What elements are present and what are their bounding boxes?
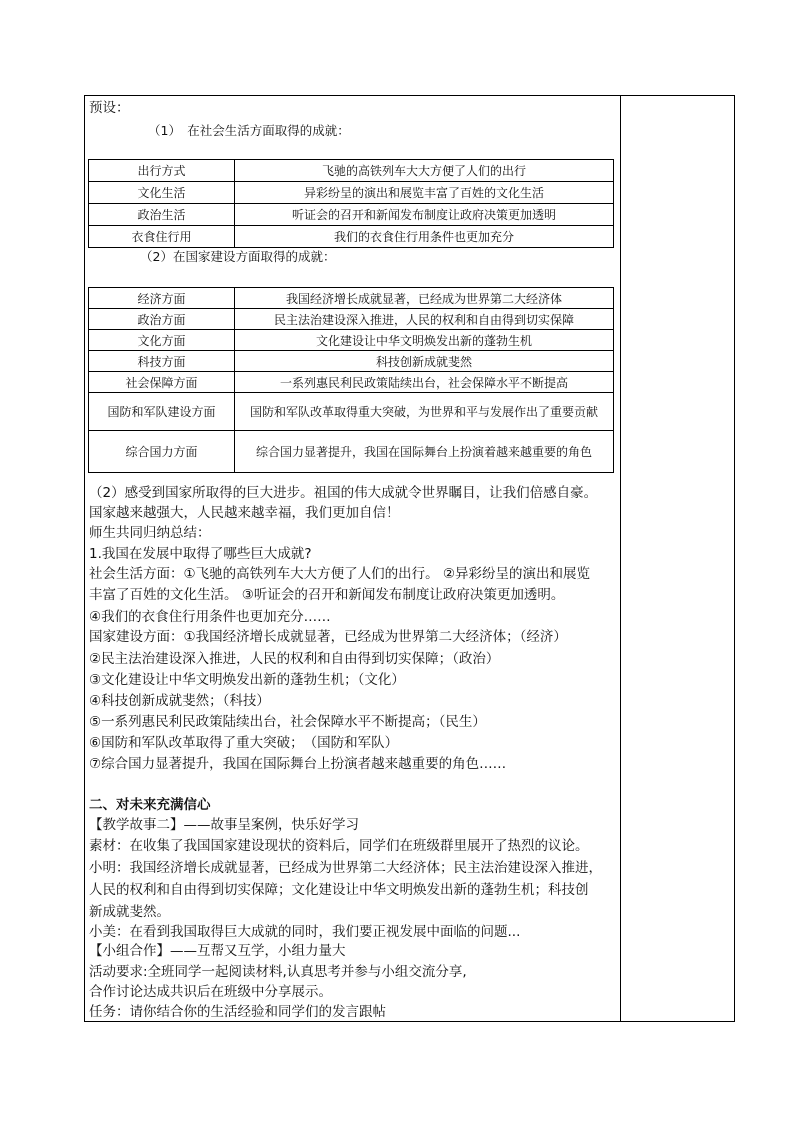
text-line: ③文化建设让中华文明焕发出新的蓬勃生机；（文化） [89, 672, 405, 688]
table-value-cell: 国防和军队改革取得重大突破，为世界和平与发展作出了重要贡献 [235, 393, 614, 431]
table-value-cell: 文化建设让中华文明焕发出新的蓬勃生机 [235, 330, 614, 351]
text-line: 小美：在看到我国取得巨大成就的同时，我们要正视发展中面临的问题... [89, 924, 521, 940]
table-row [89, 372, 614, 393]
table-row [89, 182, 614, 204]
table-value-cell: 我们的衣食住行用条件也更加充分 [235, 226, 614, 248]
text-line: ⑥国防和军队改革取得了重大突破； （国防和军队） [89, 735, 399, 751]
task-line: 任务：请你结合你的生活经验和同学们的发言跟帖 [89, 1004, 386, 1020]
table-label-cell: 综合国力方面 [89, 431, 235, 473]
text-line: （2）感受到国家所取得的巨大进步。祖国的伟大成就令世界瞩目，让我们倍感自豪。 [89, 485, 598, 501]
table-value-cell: 科技创新成就斐然 [235, 351, 614, 372]
table-label-cell: 文化方面 [89, 330, 235, 351]
text-line: ④我们的衣食住行用条件也更加充分…… [89, 609, 331, 625]
text-line: 国家越来越强大，人民越来越幸福，我们更加自信！ [89, 505, 400, 521]
table-label-cell: 衣食住行用 [89, 226, 235, 248]
text-line: 活动要求:全班同学一起阅读材料,认真思考并参与小组交流分享, [89, 964, 467, 980]
table-value-cell: 综合国力显著提升，我国在国际舞台上扮演着越来越重要的角色 [235, 431, 614, 473]
table-label-cell: 政治生活 [89, 204, 235, 226]
section1-title: （1） 在社会生活方面取得的成就： [148, 123, 350, 138]
table-row [89, 330, 614, 351]
table-label-cell: 政治方面 [89, 309, 235, 330]
table-row [89, 204, 614, 226]
table-label-cell: 国防和军队建设方面 [89, 393, 235, 431]
table-value-cell: 一系列惠民利民政策陆续出台，社会保障水平不断提高 [235, 372, 614, 393]
table-row [89, 393, 614, 431]
text-line: 丰富了百姓的文化生活。 ③听证会的召开和新闻发布制度让政府决策更加透明。 [89, 587, 565, 603]
text-line: 社会生活方面：①飞驰的高铁列车大大方便了人们的出行。 ②异彩纷呈的演出和展览 [89, 566, 590, 582]
group-title: 【小组合作】——互帮又互学，小组力量大 [89, 943, 346, 959]
text-line: 新成就斐然。 [89, 904, 170, 920]
text-line: 人民的权利和自由得到切实保障；文化建设让中华文明焕发出新的蓬勃生机；科技创 [89, 882, 589, 898]
text-line: ⑦综合国力显著提升，我国在国际舞台上扮演者越来越重要的角色…… [89, 756, 507, 772]
table-value-cell: 听证会的召开和新闻发布制度让政府决策更加透明 [235, 204, 614, 226]
table-value-cell: 民主法治建设深入推进，人民的权利和自由得到切实保障 [235, 309, 614, 330]
text-line: 合作讨论达成共识后在班级中分享展示。 [89, 984, 332, 1000]
text-line: 素材：在收集了我国国家建设现状的资料后，同学们在班级群里展开了热烈的议论。 [89, 838, 589, 854]
table-value-cell: 我国经济增长成就显著，已经成为世界第二大经济体 [235, 288, 614, 309]
text-line: 小明：我国经济增长成就显著，已经成为世界第二大经济体；民主法治建设深入推进， [89, 860, 602, 876]
text-line: ④科技创新成就斐然；（科技） [89, 693, 270, 709]
table-label-cell: 社会保障方面 [89, 372, 235, 393]
table-value-cell: 飞驰的高铁列车大大方便了人们的出行 [235, 160, 614, 182]
table-row [89, 226, 614, 248]
section-heading: 二、对未来充满信心 [89, 797, 211, 813]
table-row [89, 160, 614, 182]
social-life-table [88, 159, 614, 248]
table-row [89, 309, 614, 330]
table-row [89, 288, 614, 309]
table-label-cell: 经济方面 [89, 288, 235, 309]
column-divider [620, 95, 621, 1022]
table-label-cell: 科技方面 [89, 351, 235, 372]
table-row [89, 351, 614, 372]
text-line: 国家建设方面：①我国经济增长成就显著，已经成为世界第二大经济体；（经济） [89, 629, 567, 645]
text-line: ②民主法治建设深入推进，人民的权利和自由得到切实保障；（政治） [89, 651, 500, 667]
table-row [89, 431, 614, 473]
table-value-cell: 异彩纷呈的演出和展览丰富了百姓的文化生活 [235, 182, 614, 204]
table-label-cell: 文化生活 [89, 182, 235, 204]
text-line: 师生共同归纳总结： [89, 525, 211, 541]
table-label-cell: 出行方式 [89, 160, 235, 182]
question-line: 1.我国在发展中取得了哪些巨大成就? [89, 546, 312, 562]
preset-heading: 预设： [89, 100, 130, 116]
story-title: 【教学故事二】——故事呈案例，快乐好学习 [89, 817, 359, 833]
section2-title: （2）在国家建设方面取得的成就： [140, 249, 336, 264]
text-line: ⑤一系列惠民利民政策陆续出台，社会保障水平不断提高；（民生） [89, 714, 486, 730]
national-construction-table [88, 287, 614, 473]
